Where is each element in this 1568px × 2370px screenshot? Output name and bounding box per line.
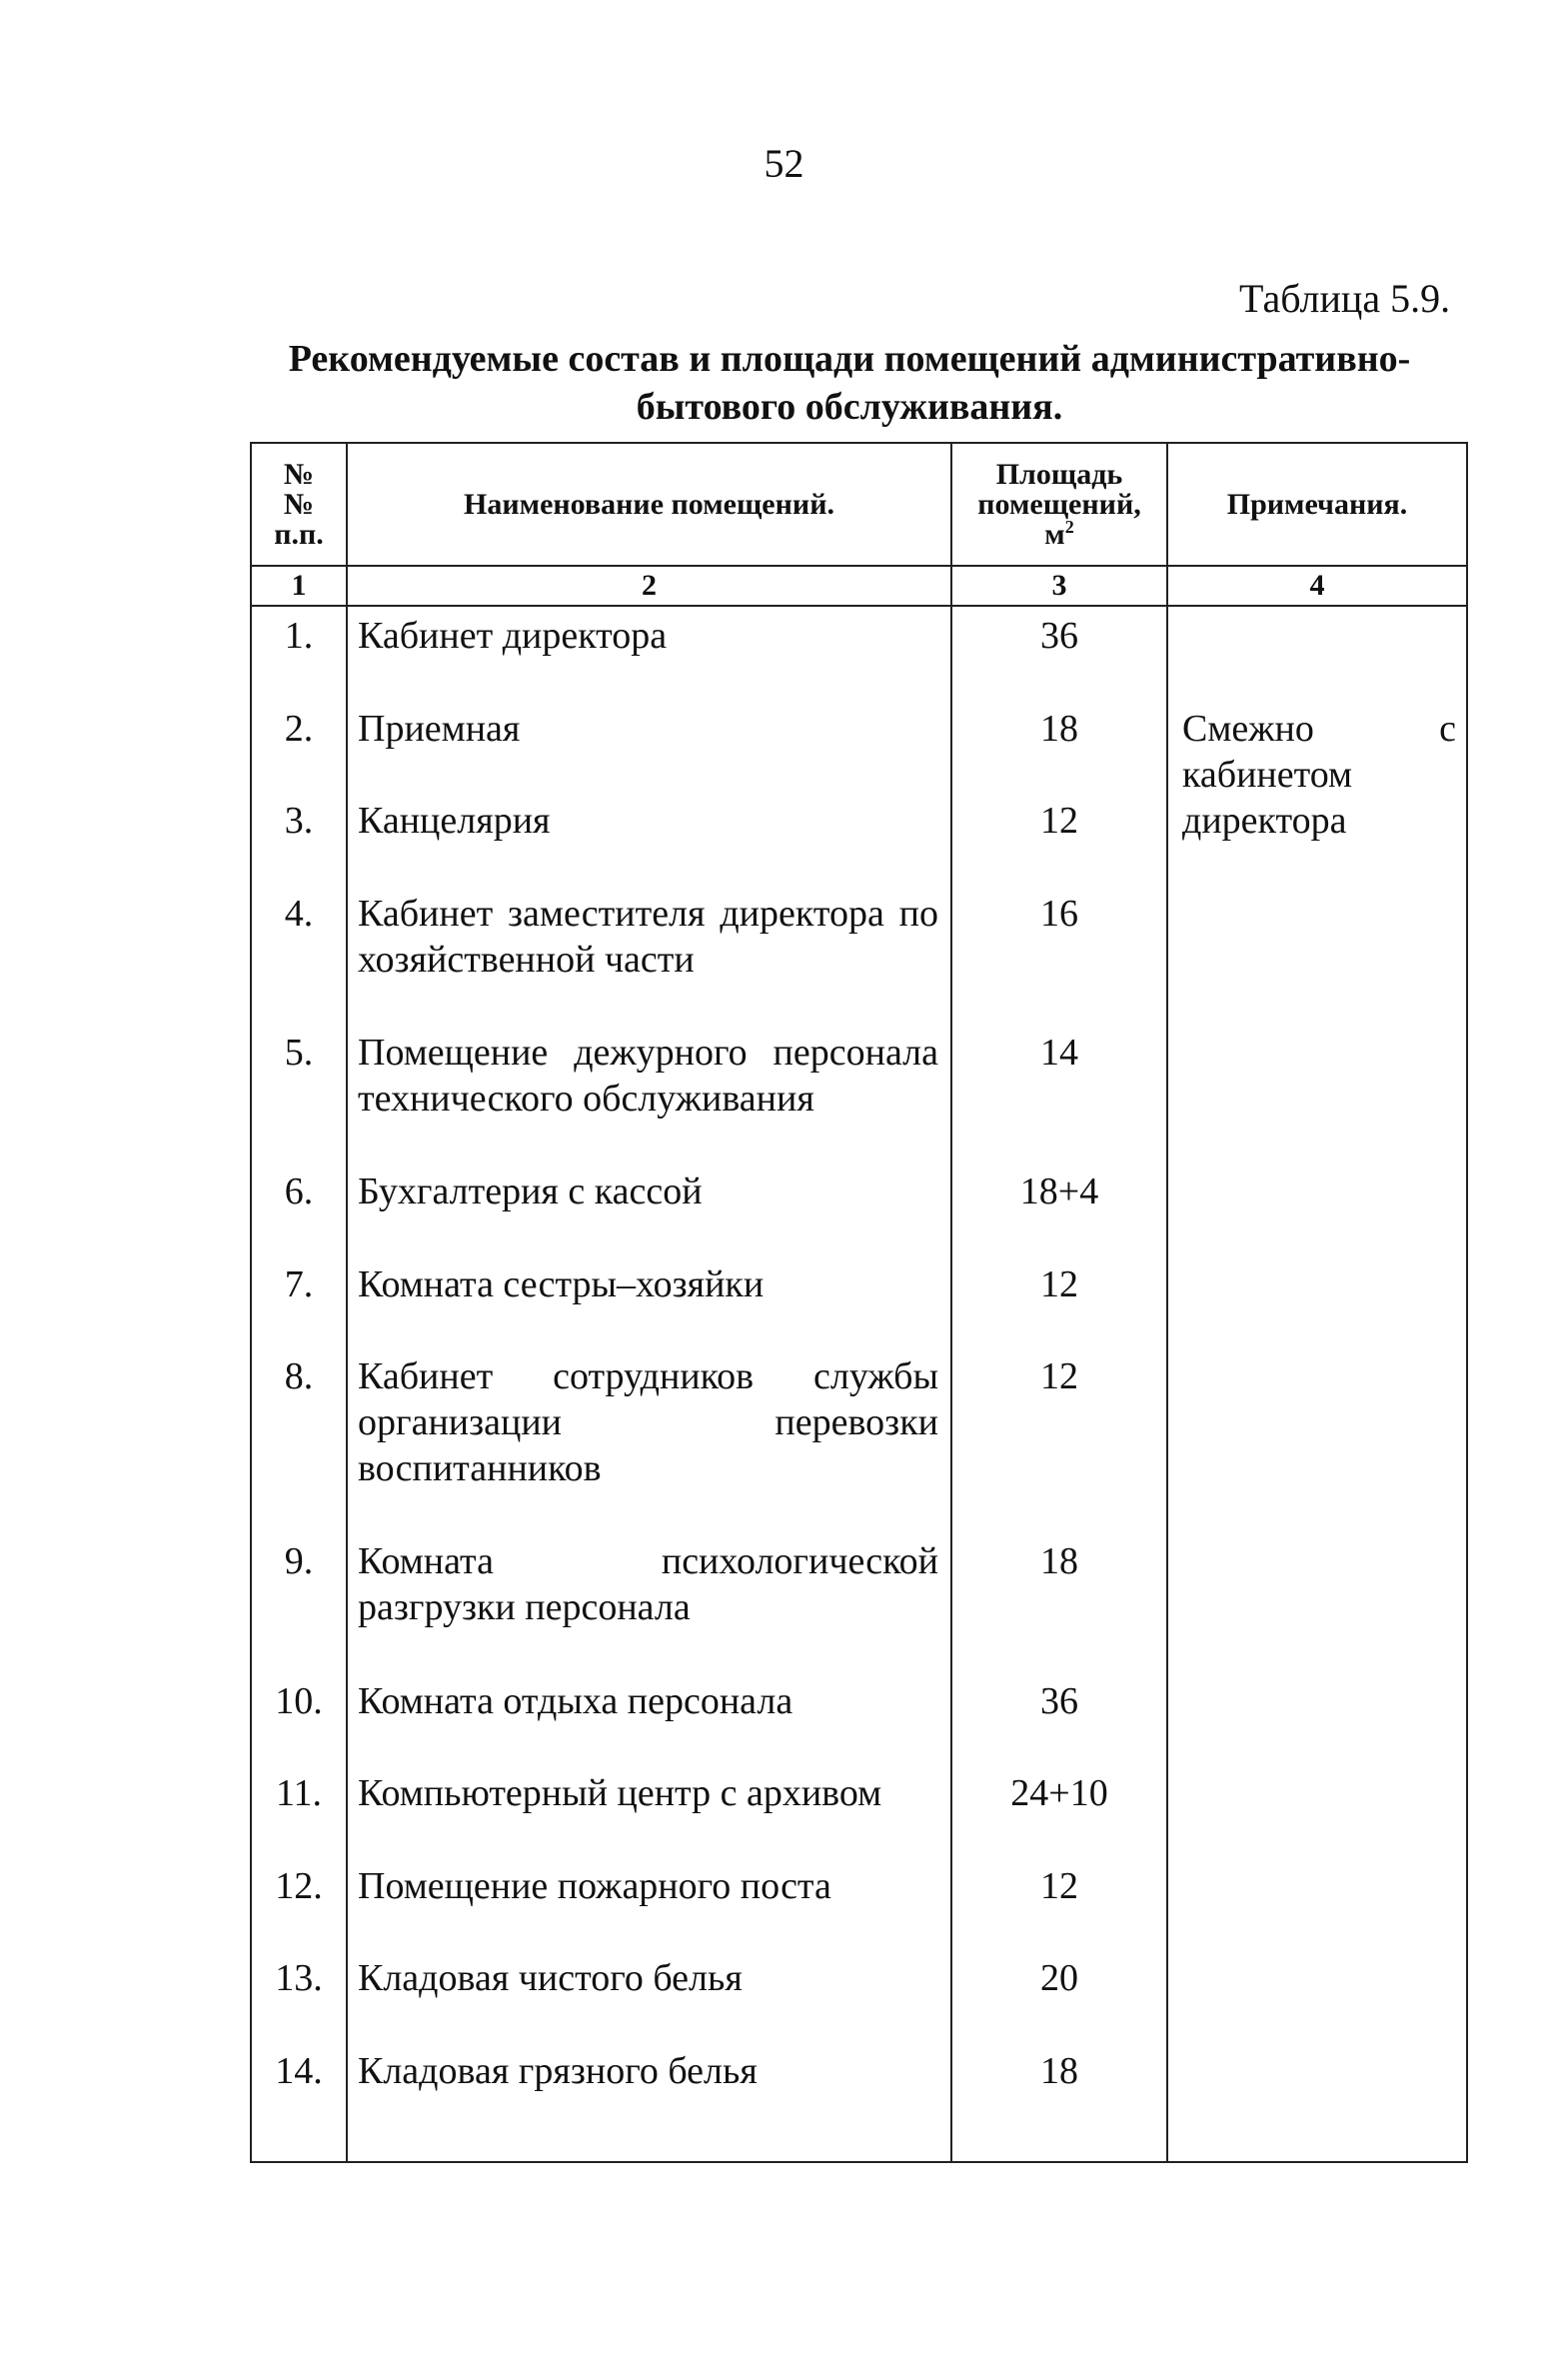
header-area bbox=[951, 443, 1167, 566]
room-area: 24+10 bbox=[951, 1764, 1167, 1857]
header-row bbox=[251, 443, 1467, 566]
room-area: 18 bbox=[951, 700, 1167, 793]
room-area: 18+4 bbox=[951, 1163, 1167, 1255]
room-note bbox=[1167, 2042, 1467, 2162]
table-row bbox=[251, 1857, 1467, 1950]
row-number: 11. bbox=[251, 1764, 347, 1857]
row-number: 4. bbox=[251, 885, 347, 1024]
room-note bbox=[1167, 1764, 1467, 1857]
room-name: Кабинет заместителя директора по хозяйственной части bbox=[347, 885, 951, 1024]
room-note bbox=[1167, 1857, 1467, 1950]
unit-m: м bbox=[1044, 517, 1065, 551]
row-number: 12. bbox=[251, 1857, 347, 1950]
room-name: Комната отдыха персонала bbox=[347, 1672, 951, 1765]
unit-squared: 2 bbox=[1064, 516, 1074, 537]
header-area-unit bbox=[952, 516, 1166, 551]
header-num-line2: № bbox=[283, 487, 315, 521]
header-note: Примечания. bbox=[1167, 443, 1467, 566]
row-number: 3. bbox=[251, 792, 347, 885]
table-row bbox=[251, 606, 1467, 700]
room-area: 12 bbox=[951, 792, 1167, 885]
row-number: 13. bbox=[251, 1949, 347, 2042]
column-number: 2 bbox=[347, 566, 951, 606]
table-row bbox=[251, 1672, 1467, 1765]
row-number: 10. bbox=[251, 1672, 347, 1765]
room-name: Канцелярия bbox=[347, 792, 951, 885]
header-area-line2: помещений, bbox=[977, 487, 1141, 521]
table-title-line2: бытового обслуживания. bbox=[636, 386, 1063, 428]
table-row bbox=[251, 1532, 1467, 1671]
room-area: 12 bbox=[951, 1857, 1167, 1950]
room-note: Смежно с кабинетом директора bbox=[1167, 700, 1467, 885]
page-number: 52 bbox=[764, 141, 804, 186]
column-number: 3 bbox=[951, 566, 1167, 606]
row-number: 9. bbox=[251, 1532, 347, 1671]
room-area: 18 bbox=[951, 1532, 1167, 1671]
room-note bbox=[1167, 1024, 1467, 1163]
room-area: 36 bbox=[951, 606, 1167, 700]
room-name: Помещение пожарного поста bbox=[347, 1857, 951, 1950]
room-note bbox=[1167, 885, 1467, 1024]
column-number-row bbox=[251, 566, 1467, 606]
table-title bbox=[250, 335, 1449, 431]
room-area: 18 bbox=[951, 2042, 1167, 2162]
room-name: Кладовая чистого белья bbox=[347, 1949, 951, 2042]
column-number: 4 bbox=[1167, 566, 1467, 606]
room-note bbox=[1167, 1532, 1467, 1671]
room-name: Комната сестры–хозяйки bbox=[347, 1255, 951, 1348]
row-number: 5. bbox=[251, 1024, 347, 1163]
room-name: Кладовая грязного белья bbox=[347, 2042, 951, 2162]
table-row bbox=[251, 700, 1467, 793]
rooms-table bbox=[250, 442, 1468, 2163]
room-area: 36 bbox=[951, 1672, 1167, 1765]
room-name: Кабинет директора bbox=[347, 606, 951, 700]
header-area-line1: Площадь bbox=[995, 457, 1123, 491]
table-row bbox=[251, 885, 1467, 1024]
room-note bbox=[1167, 606, 1467, 700]
room-name: Бухгалтерия с кассой bbox=[347, 1163, 951, 1255]
row-number: 14. bbox=[251, 2042, 347, 2162]
room-name: Помещение дежурного персонала технического обслуживания bbox=[347, 1024, 951, 1163]
header-num-line1: № bbox=[283, 457, 315, 491]
header-name: Наименование помещений. bbox=[347, 443, 951, 566]
table-row bbox=[251, 1949, 1467, 2042]
room-note bbox=[1167, 1672, 1467, 1765]
room-name: Кабинет сотрудников службы организации перевозки воспитанников bbox=[347, 1347, 951, 1532]
room-note bbox=[1167, 1163, 1467, 1255]
room-name: Комната психологической разгрузки персонала bbox=[347, 1532, 951, 1671]
row-number: 6. bbox=[251, 1163, 347, 1255]
row-number: 7. bbox=[251, 1255, 347, 1348]
room-area: 16 bbox=[951, 885, 1167, 1024]
row-number: 2. bbox=[251, 700, 347, 793]
header-num bbox=[251, 443, 347, 566]
room-note bbox=[1167, 1347, 1467, 1532]
room-area: 12 bbox=[951, 1347, 1167, 1532]
table-row bbox=[251, 1764, 1467, 1857]
room-area: 12 bbox=[951, 1255, 1167, 1348]
row-number: 1. bbox=[251, 606, 347, 700]
room-note bbox=[1167, 1255, 1467, 1348]
room-name: Приемная bbox=[347, 700, 951, 793]
table-row bbox=[251, 1163, 1467, 1255]
table-row bbox=[251, 1024, 1467, 1163]
table-title-line1: Рекомендуемые состав и площади помещений административно- bbox=[288, 338, 1411, 380]
room-area: 20 bbox=[951, 1949, 1167, 2042]
table-number: Таблица 5.9. bbox=[1239, 276, 1451, 321]
room-name: Компьютерный центр с архивом bbox=[347, 1764, 951, 1857]
table-row bbox=[251, 2042, 1467, 2162]
room-note bbox=[1167, 1949, 1467, 2042]
table-row bbox=[251, 1347, 1467, 1532]
row-number: 8. bbox=[251, 1347, 347, 1532]
room-area: 14 bbox=[951, 1024, 1167, 1163]
table-row bbox=[251, 1255, 1467, 1348]
header-num-line3: п.п. bbox=[274, 517, 324, 551]
column-number: 1 bbox=[251, 566, 347, 606]
